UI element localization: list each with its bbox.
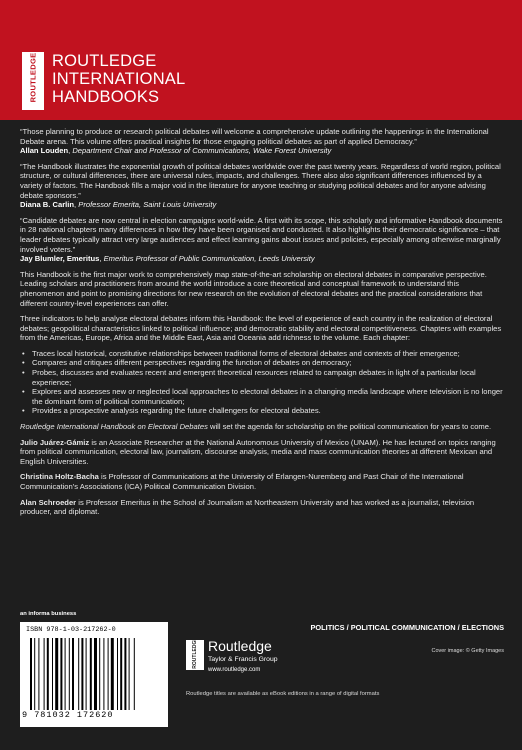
barcode-bar — [65, 638, 66, 710]
endorser-title: Emeritus Professor of Public Communication, Leeds University — [103, 254, 315, 264]
series-line-2: INTERNATIONAL — [52, 70, 186, 88]
list-item: • Explores and assesses new or neglected local approaches to electoral debates in a changing media landscape where television is no longer the dominant form of political communication; — [20, 387, 504, 406]
barcode-bar — [78, 638, 79, 710]
barcode-bar — [44, 638, 45, 710]
barcode-bar — [69, 638, 70, 710]
endorser-name: Jay Blumler, Emeritus — [20, 254, 100, 264]
list-item: • Compares and critiques different perspectives regarding the function of debates on democracy; — [20, 358, 504, 368]
barcode-bar — [99, 638, 100, 710]
publisher-url: www.routledge.com — [208, 667, 261, 673]
author-bio-text: is Professor of Communications at the University of Erlangen-Nuremberg and Past Chair of the International Communication's Associations (ICA) Political Communication Division. — [20, 472, 464, 491]
description-paragraph-2: Three indicators to help analyse electoral debates inform this Handbook: the level of experience of each country in the realization of electoral debates; geopolitical characteristics linked to political influence; and democratic stability and electoral competitiveness. Chapters with examples from the Americas, Europe, Africa and the Middle East, Asia and Oceania add richness to the volume. Each chapter: — [20, 314, 502, 343]
author-name: Julio Juárez-Gámiz — [20, 437, 90, 447]
isbn-barcode — [20, 622, 168, 727]
cover-image-credit: Cover image: © Getty Images — [431, 648, 504, 654]
logo-text: ROUTLEDGE — [28, 52, 38, 103]
barcode-bar — [134, 638, 135, 710]
barcode-bar — [60, 638, 62, 710]
barcode-bar — [38, 638, 39, 710]
subject-category: POLITICS / POLITICAL COMMUNICATION / ELECTIONS — [310, 623, 504, 632]
endorser-title: Professor Emerita, Saint Louis University — [78, 200, 217, 210]
list-item: • Traces local historical, constitutive relationships between traditional forms of electoral debates and contexts of their emergence; — [20, 349, 504, 359]
author-bio-text: is an Associate Researcher at the National Autonomous University of Mexico (UNAM). He has lectured on topics ranging from political communication, electoral law, journalism, discourse analysis, media and mass communication theories at different Mexican and English Universities. — [20, 437, 496, 466]
publisher-logo-text: ROUTLEDGE — [192, 637, 198, 669]
barcode-bar — [117, 638, 118, 710]
barcode-bar — [111, 638, 114, 710]
barcode-bar — [108, 638, 109, 710]
publisher-group: Taylor & Francis Group — [208, 656, 278, 663]
chapter-features-list — [20, 349, 504, 416]
endorsement-1 — [20, 127, 504, 156]
informa-tagline: an informa business — [20, 611, 77, 617]
barcode-bar — [94, 638, 97, 710]
barcode-bar — [129, 638, 130, 710]
back-cover-text — [20, 127, 504, 517]
endorsement-3 — [20, 216, 504, 264]
endorsement-quote: “The Handbook illustrates the exponential growth of political debates worldwide over the past twenty years. Regardless of world region, political structure, or cultural differences, there are universal rules, impacts, and challenges. There also also significant differences influenced by a variety of factors. The Handbook fills a major void in the literature for anyone teaching or studying political debates and for anyone advising debate sponsors.” — [20, 161, 501, 200]
barcode-bar — [86, 638, 87, 710]
barcode-bar — [81, 638, 83, 710]
barcode-icon — [30, 638, 158, 710]
closing-text: will set the agenda for scholarship on the political communication for years to come. — [207, 422, 492, 432]
barcode-bar — [34, 638, 35, 710]
barcode-bar — [30, 638, 32, 710]
endorser-name: Diana B. Carlin — [20, 200, 75, 210]
endorsement-2 — [20, 162, 504, 210]
endorsement-attribution: Diana B. Carlin, Professor Emerita, Saint Louis University — [20, 200, 217, 210]
barcode-bar — [120, 638, 122, 710]
series-banner — [0, 0, 522, 120]
endorsement-quote: “Candidate debates are now central in election campaigns world-wide. A first with its scope, this scholarly and informative Handbook documents in 28 national chapters many differences in how they have been organised and conducted. It also highlights their democratic significance – that leader debates typically attract very large audiences and effect learning gains about issues and policies, especially among otherwise marginally involved voters.” — [20, 215, 503, 254]
series-line-3: HANDBOOKS — [52, 88, 160, 106]
list-item: • Provides a prospective analysis regarding the future challengers for electoral debates. — [20, 406, 504, 416]
barcode-bar — [47, 638, 49, 710]
barcode-bar — [55, 638, 58, 710]
author-bio-1 — [20, 438, 504, 467]
author-bio-2 — [20, 472, 504, 491]
endorsement-attribution: Jay Blumler, Emeritus, Emeritus Professor of Public Communication, Leeds University — [20, 254, 315, 264]
endorsement-attribution: Allan Louden, Department Chair and Professor of Communications, Wake Forest University — [20, 146, 332, 156]
publisher-name: Routledge — [208, 638, 272, 654]
barcode-bar — [103, 638, 104, 710]
closing-paragraph — [20, 422, 504, 432]
barcode-bar — [52, 638, 53, 710]
barcode-bar — [72, 638, 74, 710]
author-name: Christina Holtz-Bacha — [20, 472, 99, 482]
endorser-name: Allan Louden — [20, 146, 69, 156]
endorsement-quote: “Those planning to produce or research political debates will welcome a comprehensive update outlining the happenings in the International Debate arena. This volume offers practical insights for those engaging political debates as part of applied Democracy.” — [20, 127, 489, 146]
barcode-digits: 9 781032 172620 — [22, 710, 114, 720]
series-line-1: ROUTLEDGE — [52, 52, 157, 70]
series-title — [52, 52, 185, 106]
book-title: Routledge International Handbook on Electoral Debates — [20, 422, 208, 432]
barcode-bar — [90, 638, 92, 710]
author-bio-text: is Professor Emeritus in the School of Journalism at Northeastern University and has worked as a journalist, television producer, and diplomat. — [20, 497, 475, 517]
author-name: Alan Schroeder — [20, 497, 77, 507]
ebook-note: Routledge titles are available as eBook editions in a range of digital formats — [186, 691, 380, 697]
description-paragraph-1: This Handbook is the first major work to comprehensively map state-of-the-art scholarship on electoral debates in comparative perspective. Leading scholars and practitioners from around the world introduce a core theoretical and conceptual framework to understand this phenomenon and point to promising directions for new research on the evolution of electoral debates and the practical considerations that different country-level experiences can offer. — [20, 269, 487, 308]
routledge-logo — [22, 52, 44, 110]
routledge-publisher-logo — [186, 637, 204, 670]
list-item: • Probes, discusses and evaluates recent and emergent theoretical resources related to campaign debates in light of a particular local experience; — [20, 368, 504, 387]
isbn-text: ISBN 978-1-03-217262-0 — [26, 626, 116, 634]
barcode-bar — [124, 638, 126, 710]
endorser-title: Department Chair and Professor of Communications, Wake Forest University — [72, 146, 332, 156]
author-bio-3 — [20, 498, 504, 517]
